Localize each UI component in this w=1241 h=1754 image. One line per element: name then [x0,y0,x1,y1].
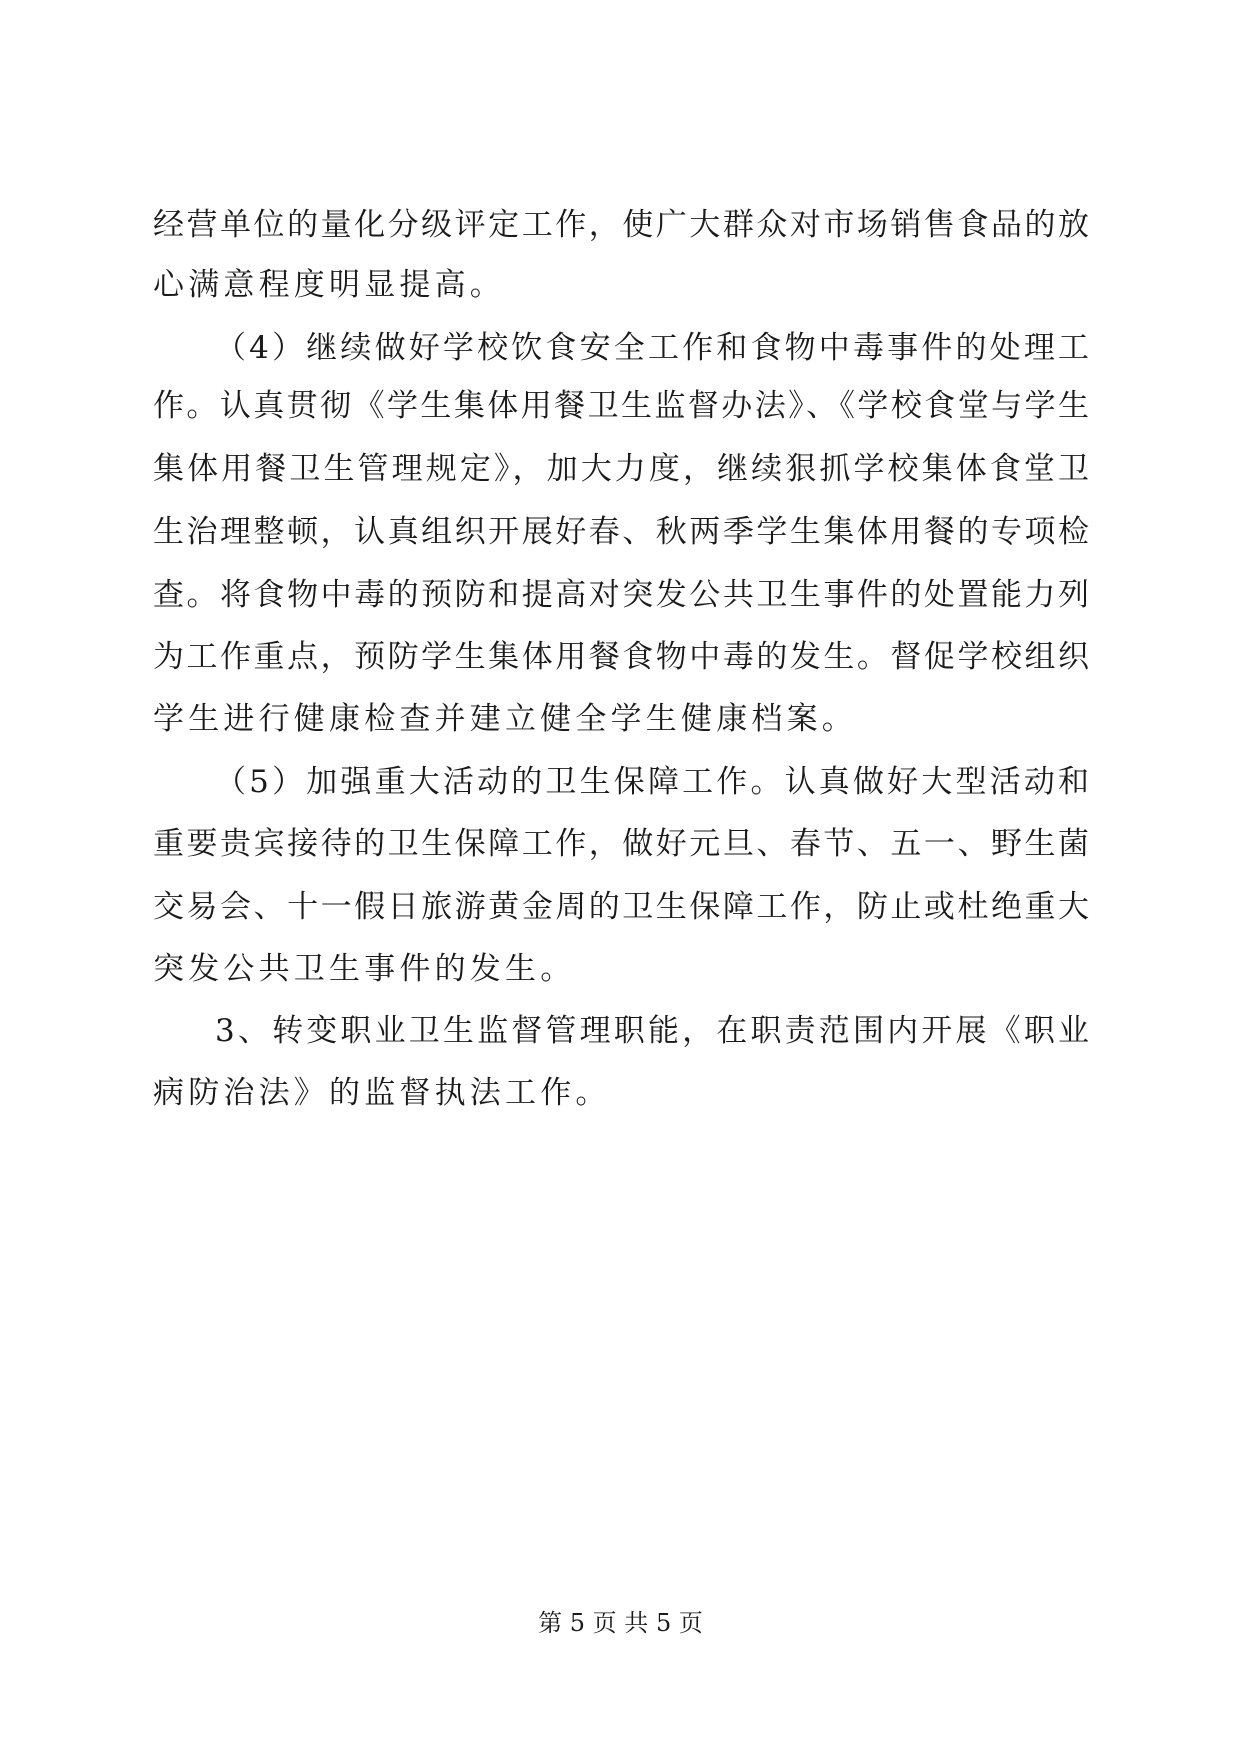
text-line: 心满意程度明显提高。 [153,267,505,303]
text-line: （5）加强重大活动的卫生保障工作。认真做好大型活动和 [215,764,1089,800]
text-line: 作。认真贯彻《学生集体用餐卫生监督办法》、《学校食堂与学生 [153,388,1089,424]
text-line: 为工作重点，预防学生集体用餐食物中毒的发生。督促学校组织 [153,639,1089,675]
text-line: 重要贵宾接待的卫生保障工作，做好元旦、春节、五一、野生菌 [153,826,1089,862]
text-line: 交易会、十一假日旅游黄金周的卫生保障工作，防止或杜绝重大 [153,889,1089,925]
text-line: 3、转变职业卫生监督管理职能，在职责范围内开展《职业 [215,1013,1089,1049]
text-line: 集体用餐卫生管理规定》，加大力度，继续狠抓学校集体食堂卫 [153,451,1089,487]
page-number-footer: 第 5 页 共 5 页 [538,1609,703,1637]
text-line: （4）继续做好学校饮食安全工作和食物中毒事件的处理工 [215,330,1089,366]
text-line: 病防治法》的监督执法工作。 [153,1075,611,1111]
text-line: 生治理整顿，认真组织开展好春、秋两季学生集体用餐的专项检 [153,514,1089,550]
text-line: 突发公共卫生事件的发生。 [153,951,576,987]
text-line: 查。将食物中毒的预防和提高对突发公共卫生事件的处置能力列 [153,577,1089,613]
text-line: 学生进行健康检查并建立健全学生健康档案。 [153,701,857,737]
text-line: 经营单位的量化分级评定工作，使广大群众对市场销售食品的放 [153,207,1089,243]
